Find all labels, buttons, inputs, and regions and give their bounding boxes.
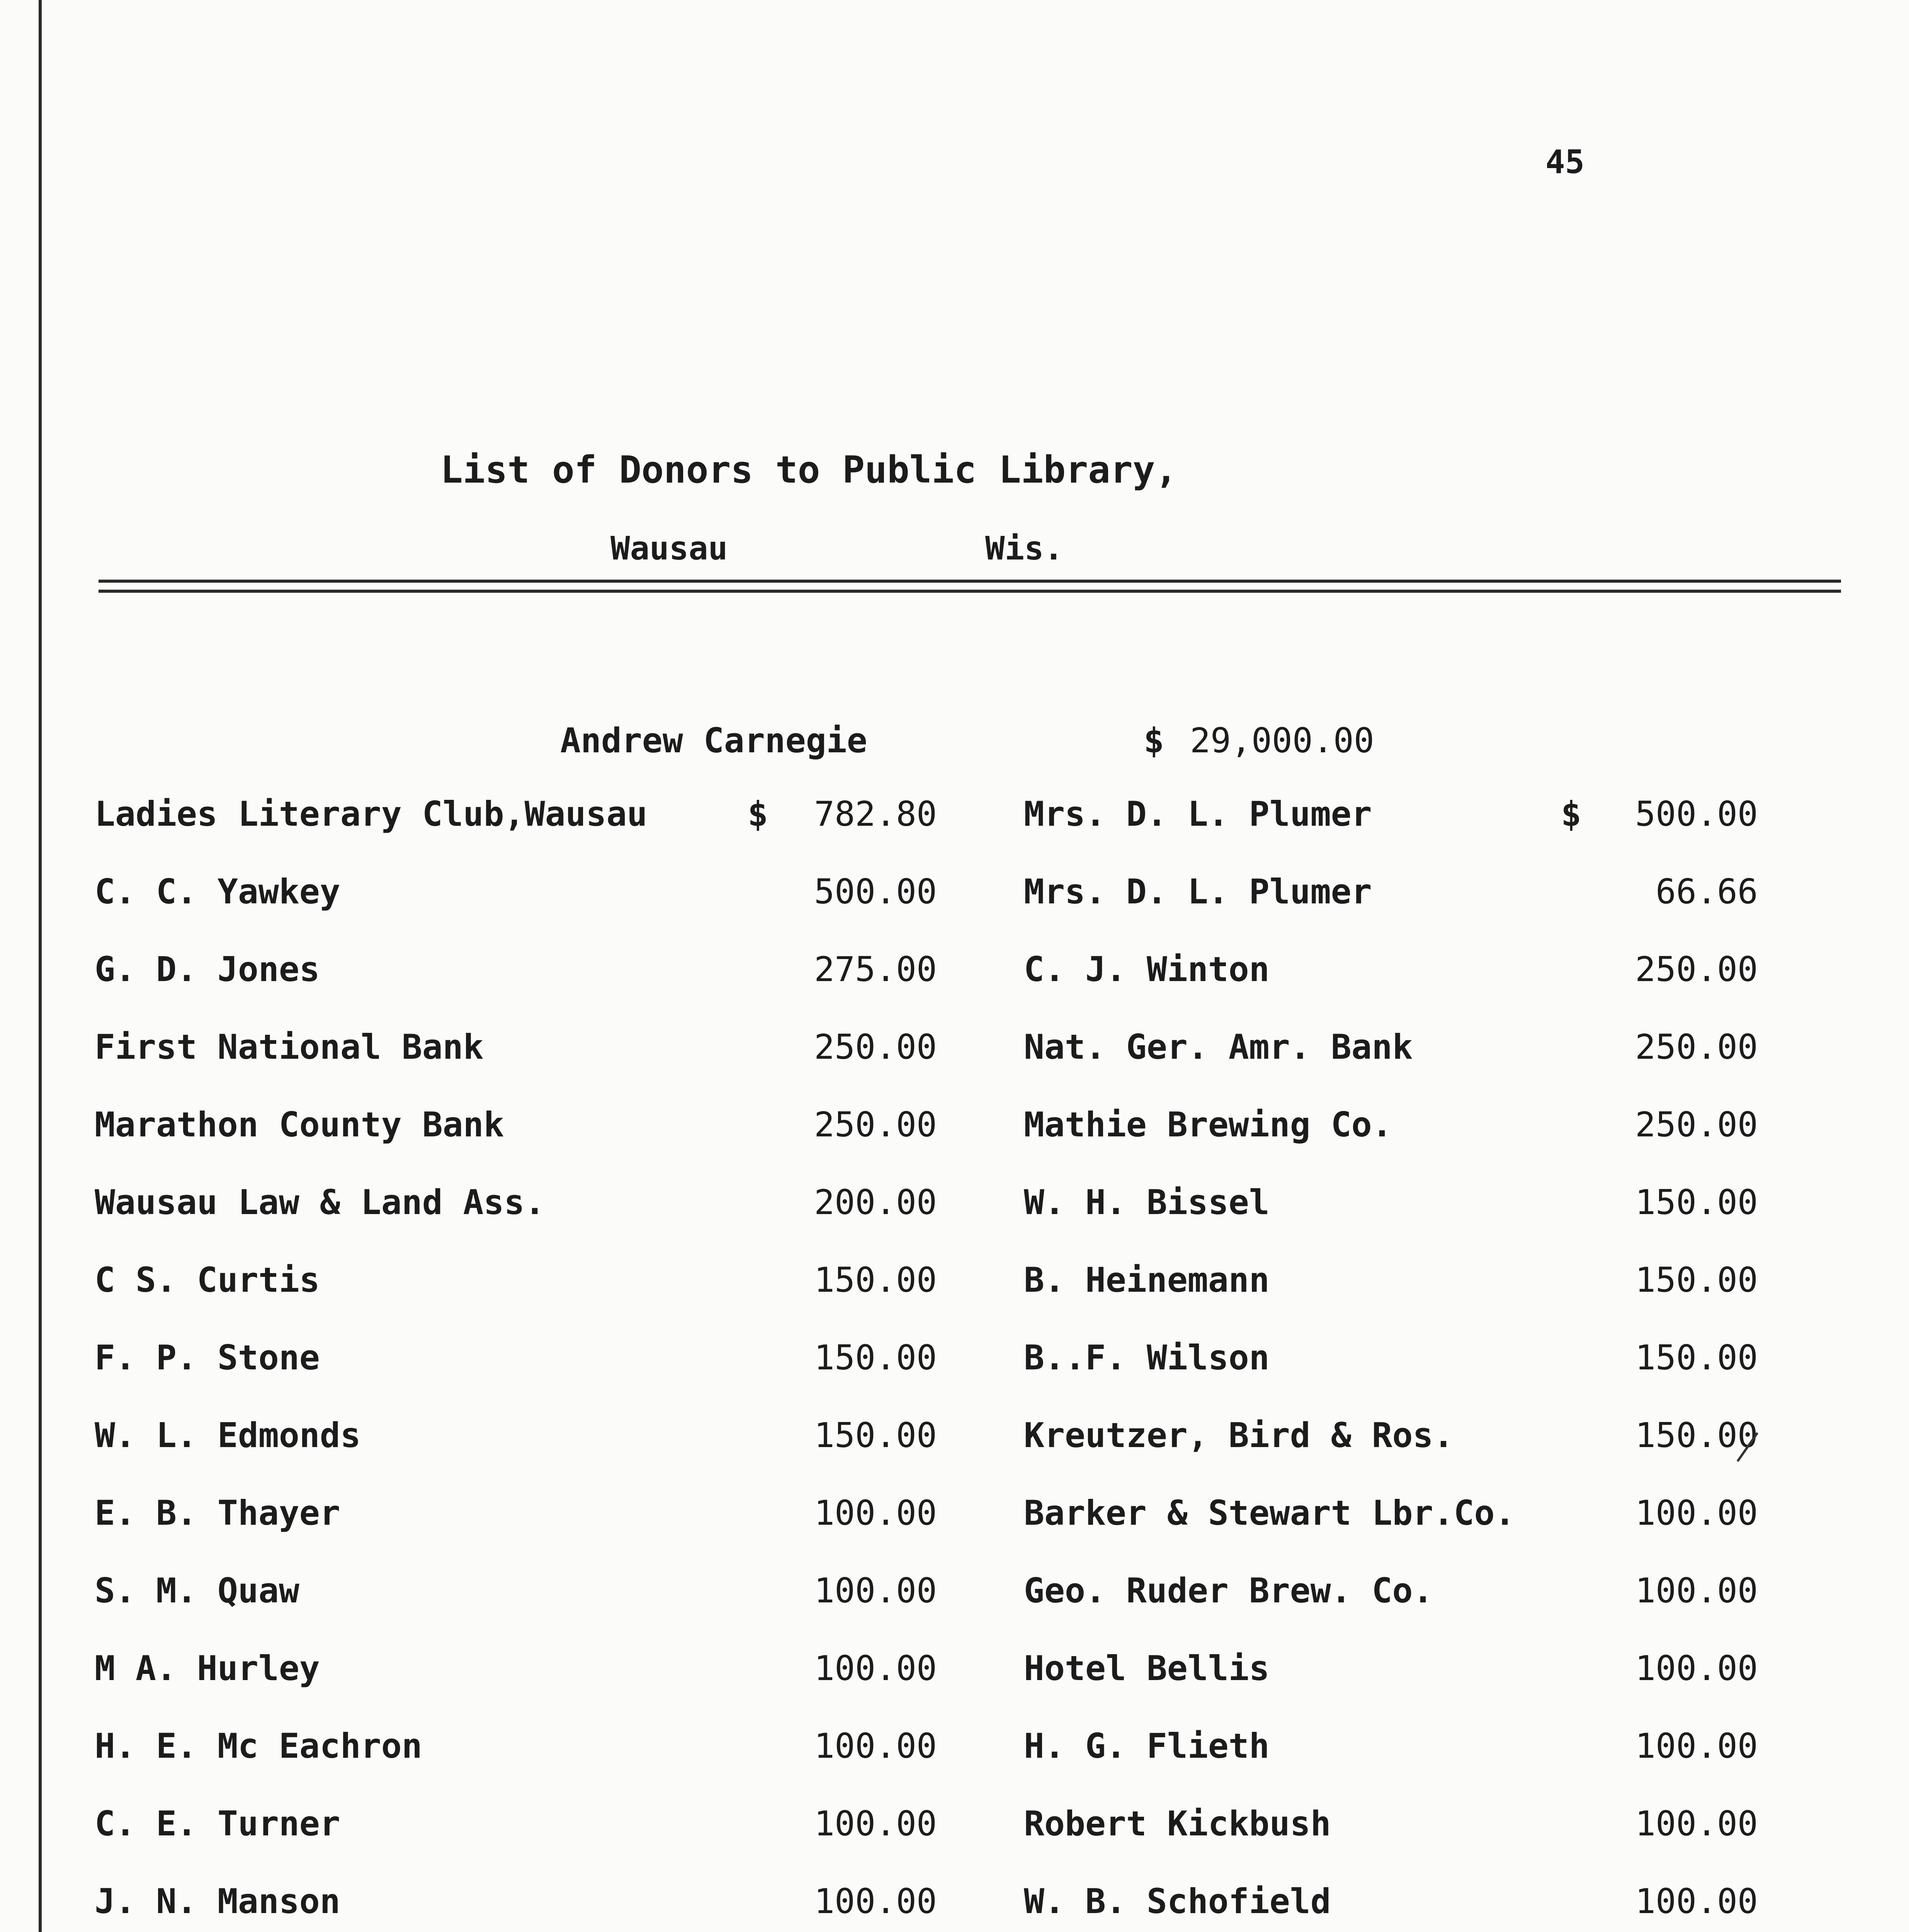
donor-name: Wausau Law & Land Ass. — [95, 1182, 545, 1222]
donor-row — [1024, 1881, 1758, 1932]
donor-row — [1024, 794, 1758, 872]
donor-row — [95, 1415, 937, 1493]
donor-amount: 250.00 — [814, 1027, 937, 1067]
lead-donor-amount: 29,000.00 — [1190, 721, 1374, 760]
donor-name: C S. Curtis — [95, 1260, 320, 1300]
donor-row — [1024, 1648, 1758, 1726]
donor-amount: 500.00 — [814, 872, 937, 912]
donor-amount: 100.00 — [814, 1493, 937, 1533]
donor-row — [95, 1493, 937, 1571]
donor-name: Geo. Ruder Brew. Co. — [1024, 1571, 1433, 1611]
donor-amount: 250.00 — [1635, 1027, 1758, 1067]
donor-row — [1024, 872, 1758, 949]
document-title: List of Donors to Public Library, — [440, 448, 1178, 492]
donor-name: First National Bank — [95, 1027, 484, 1067]
donor-row — [1024, 949, 1758, 1027]
donor-row — [95, 1027, 937, 1105]
donor-row — [1024, 1571, 1758, 1648]
donor-name: H. G. Flieth — [1024, 1726, 1270, 1766]
donor-name: F. P. Stone — [95, 1338, 320, 1378]
donor-row — [1024, 1105, 1758, 1182]
lead-donor-name: Andrew Carnegie — [560, 721, 867, 760]
donor-row — [95, 1182, 937, 1260]
donor-row — [95, 794, 937, 872]
donor-row — [95, 1648, 937, 1726]
donor-amount: 100.00 — [1635, 1493, 1758, 1533]
donor-amount: 100.00 — [814, 1804, 937, 1844]
donor-amount: 150.00 — [1635, 1338, 1758, 1378]
donor-amount: 100.00 — [814, 1881, 937, 1921]
donor-row — [1024, 1804, 1758, 1881]
donor-name: W. B. Schofield — [1024, 1881, 1331, 1921]
donor-amount: 150.00 — [1635, 1182, 1758, 1222]
left-margin-rule — [39, 0, 42, 1932]
donor-name: S. M. Quaw — [95, 1571, 299, 1611]
donor-row — [1024, 1260, 1758, 1338]
donor-currency: $ — [748, 794, 768, 834]
donor-name: Nat. Ger. Amr. Bank — [1024, 1027, 1413, 1067]
donor-row — [1024, 1182, 1758, 1260]
donor-name: Mrs. D. L. Plumer — [1024, 794, 1372, 834]
lead-donor-currency: $ — [1144, 721, 1164, 760]
donor-currency: $ — [1561, 794, 1581, 834]
donor-row — [95, 1105, 937, 1182]
donor-row — [95, 949, 937, 1027]
donor-row — [95, 1881, 937, 1932]
donor-name: W. L. Edmonds — [95, 1415, 361, 1455]
double-rule-divider — [99, 580, 1841, 593]
donor-row — [95, 1571, 937, 1648]
donor-name: C. C. Yawkey — [95, 872, 340, 912]
donor-row — [1024, 1493, 1758, 1571]
donor-name: M A. Hurley — [95, 1648, 320, 1688]
donor-amount: 100.00 — [1635, 1881, 1758, 1921]
donor-row — [95, 1260, 937, 1338]
donor-name: Barker & Stewart Lbr.Co. — [1024, 1493, 1515, 1533]
donor-row — [1024, 1338, 1758, 1415]
donor-name: Hotel Bellis — [1024, 1648, 1270, 1688]
donor-amount: 66.66 — [1656, 872, 1758, 912]
donor-amount: 100.00 — [1635, 1726, 1758, 1766]
donor-name: B..F. Wilson — [1024, 1338, 1270, 1378]
donor-amount: 250.00 — [814, 1105, 937, 1145]
donor-row — [95, 872, 937, 949]
donor-name: H. E. Mc Eachron — [95, 1726, 422, 1766]
donor-amount: 150.00 — [814, 1415, 937, 1455]
donor-name: G. D. Jones — [95, 949, 320, 989]
donor-amount: 100.00 — [814, 1726, 937, 1766]
donor-name: E. B. Thayer — [95, 1493, 340, 1533]
page-number: 45 — [1545, 143, 1585, 181]
donor-amount: 250.00 — [1635, 1105, 1758, 1145]
donor-name: B. Heinemann — [1024, 1260, 1270, 1300]
donor-amount: 100.00 — [814, 1571, 937, 1611]
donor-name: J. N. Manson — [95, 1881, 340, 1921]
donor-list-left — [95, 794, 937, 1932]
donor-row — [1024, 1027, 1758, 1105]
donor-row — [1024, 1415, 1758, 1493]
donor-name: Ladies Literary Club,Wausau — [95, 794, 648, 834]
donor-name: C. J. Winton — [1024, 949, 1270, 989]
donor-amount: 250.00 — [1635, 949, 1758, 989]
donor-name: W. H. Bissel — [1024, 1182, 1270, 1222]
donor-amount: 100.00 — [814, 1648, 937, 1688]
donor-amount: 782.80 — [814, 794, 937, 834]
title-state: Wis. — [985, 529, 1064, 567]
donor-amount: 150.00 — [814, 1338, 937, 1378]
donor-row — [1024, 1726, 1758, 1804]
donor-row — [95, 1726, 937, 1804]
donor-row — [95, 1338, 937, 1415]
donor-amount: 150.00 — [1635, 1415, 1758, 1455]
donor-list-right — [1024, 794, 1758, 1932]
donor-row — [95, 1804, 937, 1881]
donor-amount: 275.00 — [814, 949, 937, 989]
donor-amount: 200.00 — [814, 1182, 937, 1222]
donor-amount: 500.00 — [1635, 794, 1758, 834]
donor-amount: 100.00 — [1635, 1571, 1758, 1611]
donor-name: C. E. Turner — [95, 1804, 340, 1844]
title-city: Wausau — [610, 529, 728, 567]
donor-name: Mathie Brewing Co. — [1024, 1105, 1392, 1145]
donor-amount: 100.00 — [1635, 1804, 1758, 1844]
donor-amount: 150.00 — [1635, 1260, 1758, 1300]
donor-amount: 150.00 — [814, 1260, 937, 1300]
donor-amount: 100.00 — [1635, 1648, 1758, 1688]
donor-name: Marathon County Bank — [95, 1105, 504, 1145]
donor-name: Mrs. D. L. Plumer — [1024, 872, 1372, 912]
donor-name: Kreutzer, Bird & Ros. — [1024, 1415, 1454, 1455]
donor-name: Robert Kickbush — [1024, 1804, 1331, 1844]
